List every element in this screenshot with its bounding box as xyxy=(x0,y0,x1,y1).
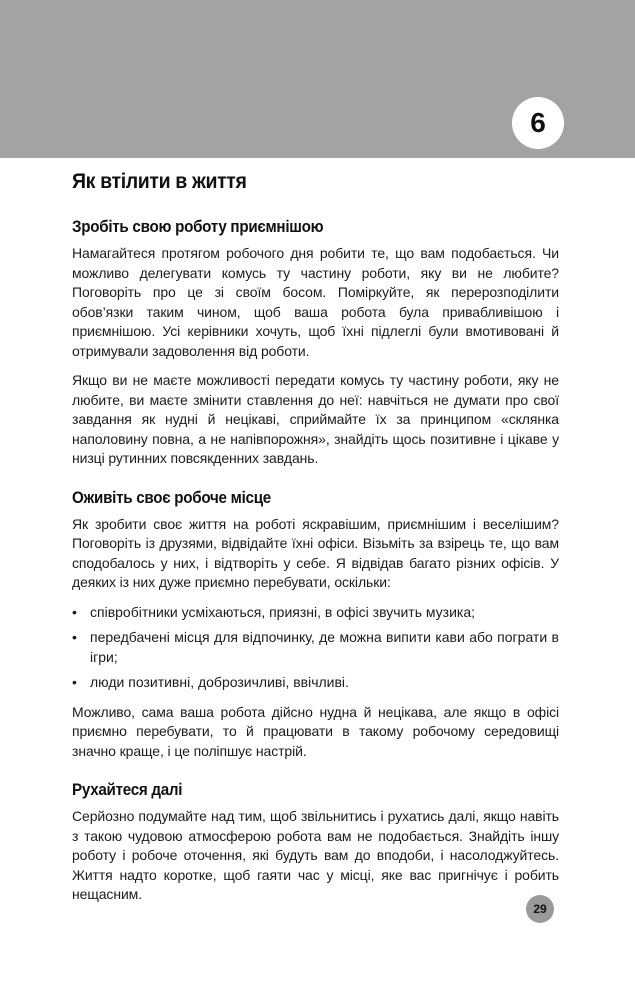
bullet-icon: • xyxy=(72,603,77,620)
bullet-icon: • xyxy=(72,674,77,690)
section-heading: Зробіть свою роботу приємнішою xyxy=(72,218,324,236)
chapter-number-badge: 6 xyxy=(512,97,564,149)
paragraph: Намагайтеся протягом робочого дня робити те, що вам подобається. Чи можливо делегувати комусь ту частину роботи, яку ви не любите? Поговоріть про це зі своїм босом. Поміркуйте, як перерозподілити обов’язки таким чином, щоб ваша робота була привабливішою і приємнішою. Усі керівники хочуть, щоб їхні підлеглі були вмотивовані й отримували задоволення від роботи. xyxy=(72,245,559,359)
bullet-list xyxy=(72,603,559,693)
bullet-icon: • xyxy=(72,629,77,645)
paragraph: Якщо ви не маєте можливості передати комусь ту частину роботи, яку не любите, ви маєте змінити ставлення до неї: навчіться не думати про свої завдання як нудні й нецікаві, сприймайте їх за принципом «склянка наполовину повна, а не напівпорожня», знайдіть щось позитивне і цікаве у низці рутинних повсякденних завдань. xyxy=(72,372,559,466)
section-heading: Рухайтеся далі xyxy=(72,781,183,799)
page-title: Як втілити в життя xyxy=(72,170,247,193)
section-liven-workplace xyxy=(72,487,559,762)
page-number: 29 xyxy=(526,895,554,923)
paragraph: Серйозно подумайте над тим, щоб звільнитись і рухатись далі, якщо навіть з такою чудовою атмосферою робота вам не подобається. Знайдіть іншу роботу і робоче оточення, які будуть вам до вподоби, і насолоджуйтесь. Життя надто коротке, щоб гаяти час у місці, яке вас пригнічує і робить нещасним. xyxy=(72,808,559,902)
section-move-on xyxy=(72,779,559,905)
list-item xyxy=(72,673,559,693)
list-item-text: співробітники усміхаються, приязні, в офісі звучить музика; xyxy=(90,603,476,620)
list-item xyxy=(72,603,559,623)
page-content xyxy=(72,168,559,923)
list-item-text: люди позитивні, доброзичливі, ввічливі. xyxy=(90,674,349,690)
list-item xyxy=(72,628,559,667)
section-make-work-pleasant xyxy=(72,216,559,469)
paragraph: Як зробити своє життя на роботі яскравішим, приємнішим і веселішим? Поговоріть із друзями, відвідайте їхні офіси. Візьміть за взірець те, що вам сподобалось у них, і відтворіть у себе. Я відвідав багато різних офісів. У деяких із них дуже приємно перебувати, оскільки: xyxy=(72,515,559,590)
list-item-text: передбачені місця для відпочинку, де можна випити кави або пограти в ігри; xyxy=(90,629,559,665)
section-heading: Оживіть своє робоче місце xyxy=(72,488,271,507)
paragraph: Можливо, сама ваша робота дійсно нудна й нецікава, але якщо в офісі приємно перебувати, то й працювати в такому робочому середовищі значно краще, і це поліпшує настрій. xyxy=(72,703,559,759)
